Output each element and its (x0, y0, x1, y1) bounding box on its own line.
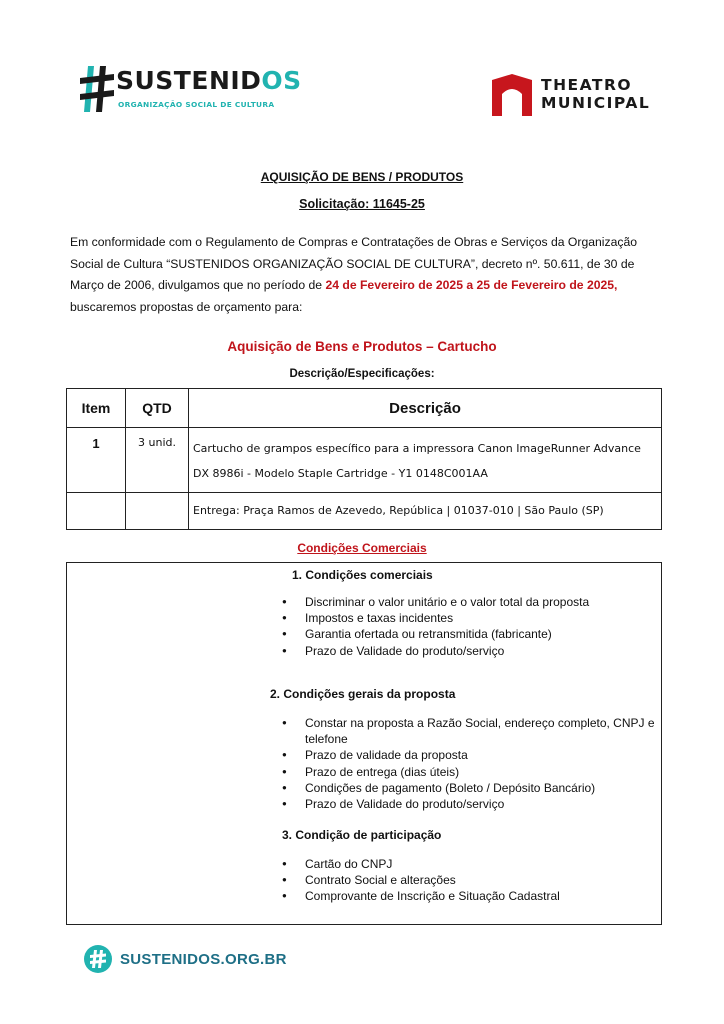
theatro-municipal-logo (490, 72, 660, 120)
list-item: ● Prazo de Validade do produto/serviço (282, 796, 657, 812)
section-title: 3. Condição de participação (282, 828, 442, 842)
items-table (66, 388, 662, 530)
list-item: ● Comprovante de Inscrição e Situação Cadastral (282, 888, 642, 904)
item-number: 1 (67, 428, 126, 493)
list-item: ● Prazo de validade da proposta (282, 747, 657, 763)
table-row (67, 428, 662, 493)
subject-heading: Aquisição de Bens e Produtos – Cartucho (227, 339, 497, 354)
table-row-delivery (67, 493, 662, 530)
general-conditions-list (282, 715, 657, 812)
list-item: ● Condições de pagamento (Boleto / Depósito Bancário) (282, 780, 657, 796)
intro-paragraph (70, 232, 670, 318)
list-item: ● Impostos e taxas incidentes (282, 610, 642, 626)
document-title: AQUISIÇÃO DE BENS / PRODUTOS (260, 170, 464, 184)
empty-cell (126, 493, 189, 530)
item-quantity: 3 unid. (126, 428, 189, 493)
request-number: Solicitação: 11645-25 (299, 197, 425, 211)
delivery-address: Entrega: Praça Ramos de Azevedo, República | 01037-010 | São Paulo (SP) (189, 493, 662, 530)
section-title: 1. Condições comerciais (292, 568, 433, 582)
empty-cell (67, 493, 126, 530)
header-descricao: Descrição (189, 389, 662, 428)
theatro-logo-line2: MUNICIPAL (541, 94, 651, 112)
intro-period: 24 de Fevereiro de 2025 a 25 de Fevereiro de 2025, (325, 278, 618, 292)
footer (84, 945, 344, 975)
theatro-logo-line1: THEATRO (541, 76, 633, 94)
commercial-conditions-list (282, 594, 642, 659)
section-title: 2. Condições gerais da proposta (270, 687, 456, 701)
item-description: Cartucho de grampos específico para a impressora Canon ImageRunner Advance DX 8986i - Modelo Staple Cartridge - Y1 0148C001AA (189, 428, 662, 493)
conditions-box (66, 562, 662, 925)
sustenidos-logo-subtitle: ORGANIZAÇÃO SOCIAL DE CULTURA (118, 100, 275, 109)
hash-circle-icon (84, 945, 112, 973)
conditions-heading: Condições Comerciais (297, 541, 427, 555)
list-item: ● Cartão do CNPJ (282, 856, 642, 872)
footer-website-link[interactable]: SUSTENIDOS.ORG.BR (120, 951, 287, 968)
list-item: ● Prazo de Validade do produto/serviço (282, 643, 642, 659)
participation-conditions-list (282, 856, 642, 905)
intro-closing: buscaremos propostas de orçamento para: (70, 299, 303, 314)
theatre-arch-icon (490, 72, 534, 116)
table-header-row (67, 389, 662, 428)
list-item: ● Prazo de entrega (dias úteis) (282, 764, 657, 780)
sustenidos-logo-wordmark: SUSTENIDOS (116, 66, 302, 95)
intro-text: Em conformidade com o Regulamento de Compras e Contratações de Obras e Serviços da Organização Social de Cultura “SUSTENIDOS ORGANIZAÇÃO SOCIAL DE CULTURA”, decreto nº. 50.611, de 30 de Março de 2006, divulgamos que no período de (70, 235, 638, 292)
sustenidos-logo (80, 64, 302, 116)
list-item: ● Contrato Social e alterações (282, 872, 642, 888)
header-item: Item (67, 389, 126, 428)
list-item: ● Discriminar o valor unitário e o valor total da proposta (282, 594, 642, 610)
list-item: ● Garantia ofertada ou retransmitida (fabricante) (282, 626, 642, 642)
list-item: ● Constar na proposta a Razão Social, endereço completo, CNPJ e telefone (282, 715, 657, 747)
header-qtd: QTD (126, 389, 189, 428)
hash-icon (80, 64, 114, 114)
specifications-title: Descrição/Especificações: (289, 368, 435, 380)
